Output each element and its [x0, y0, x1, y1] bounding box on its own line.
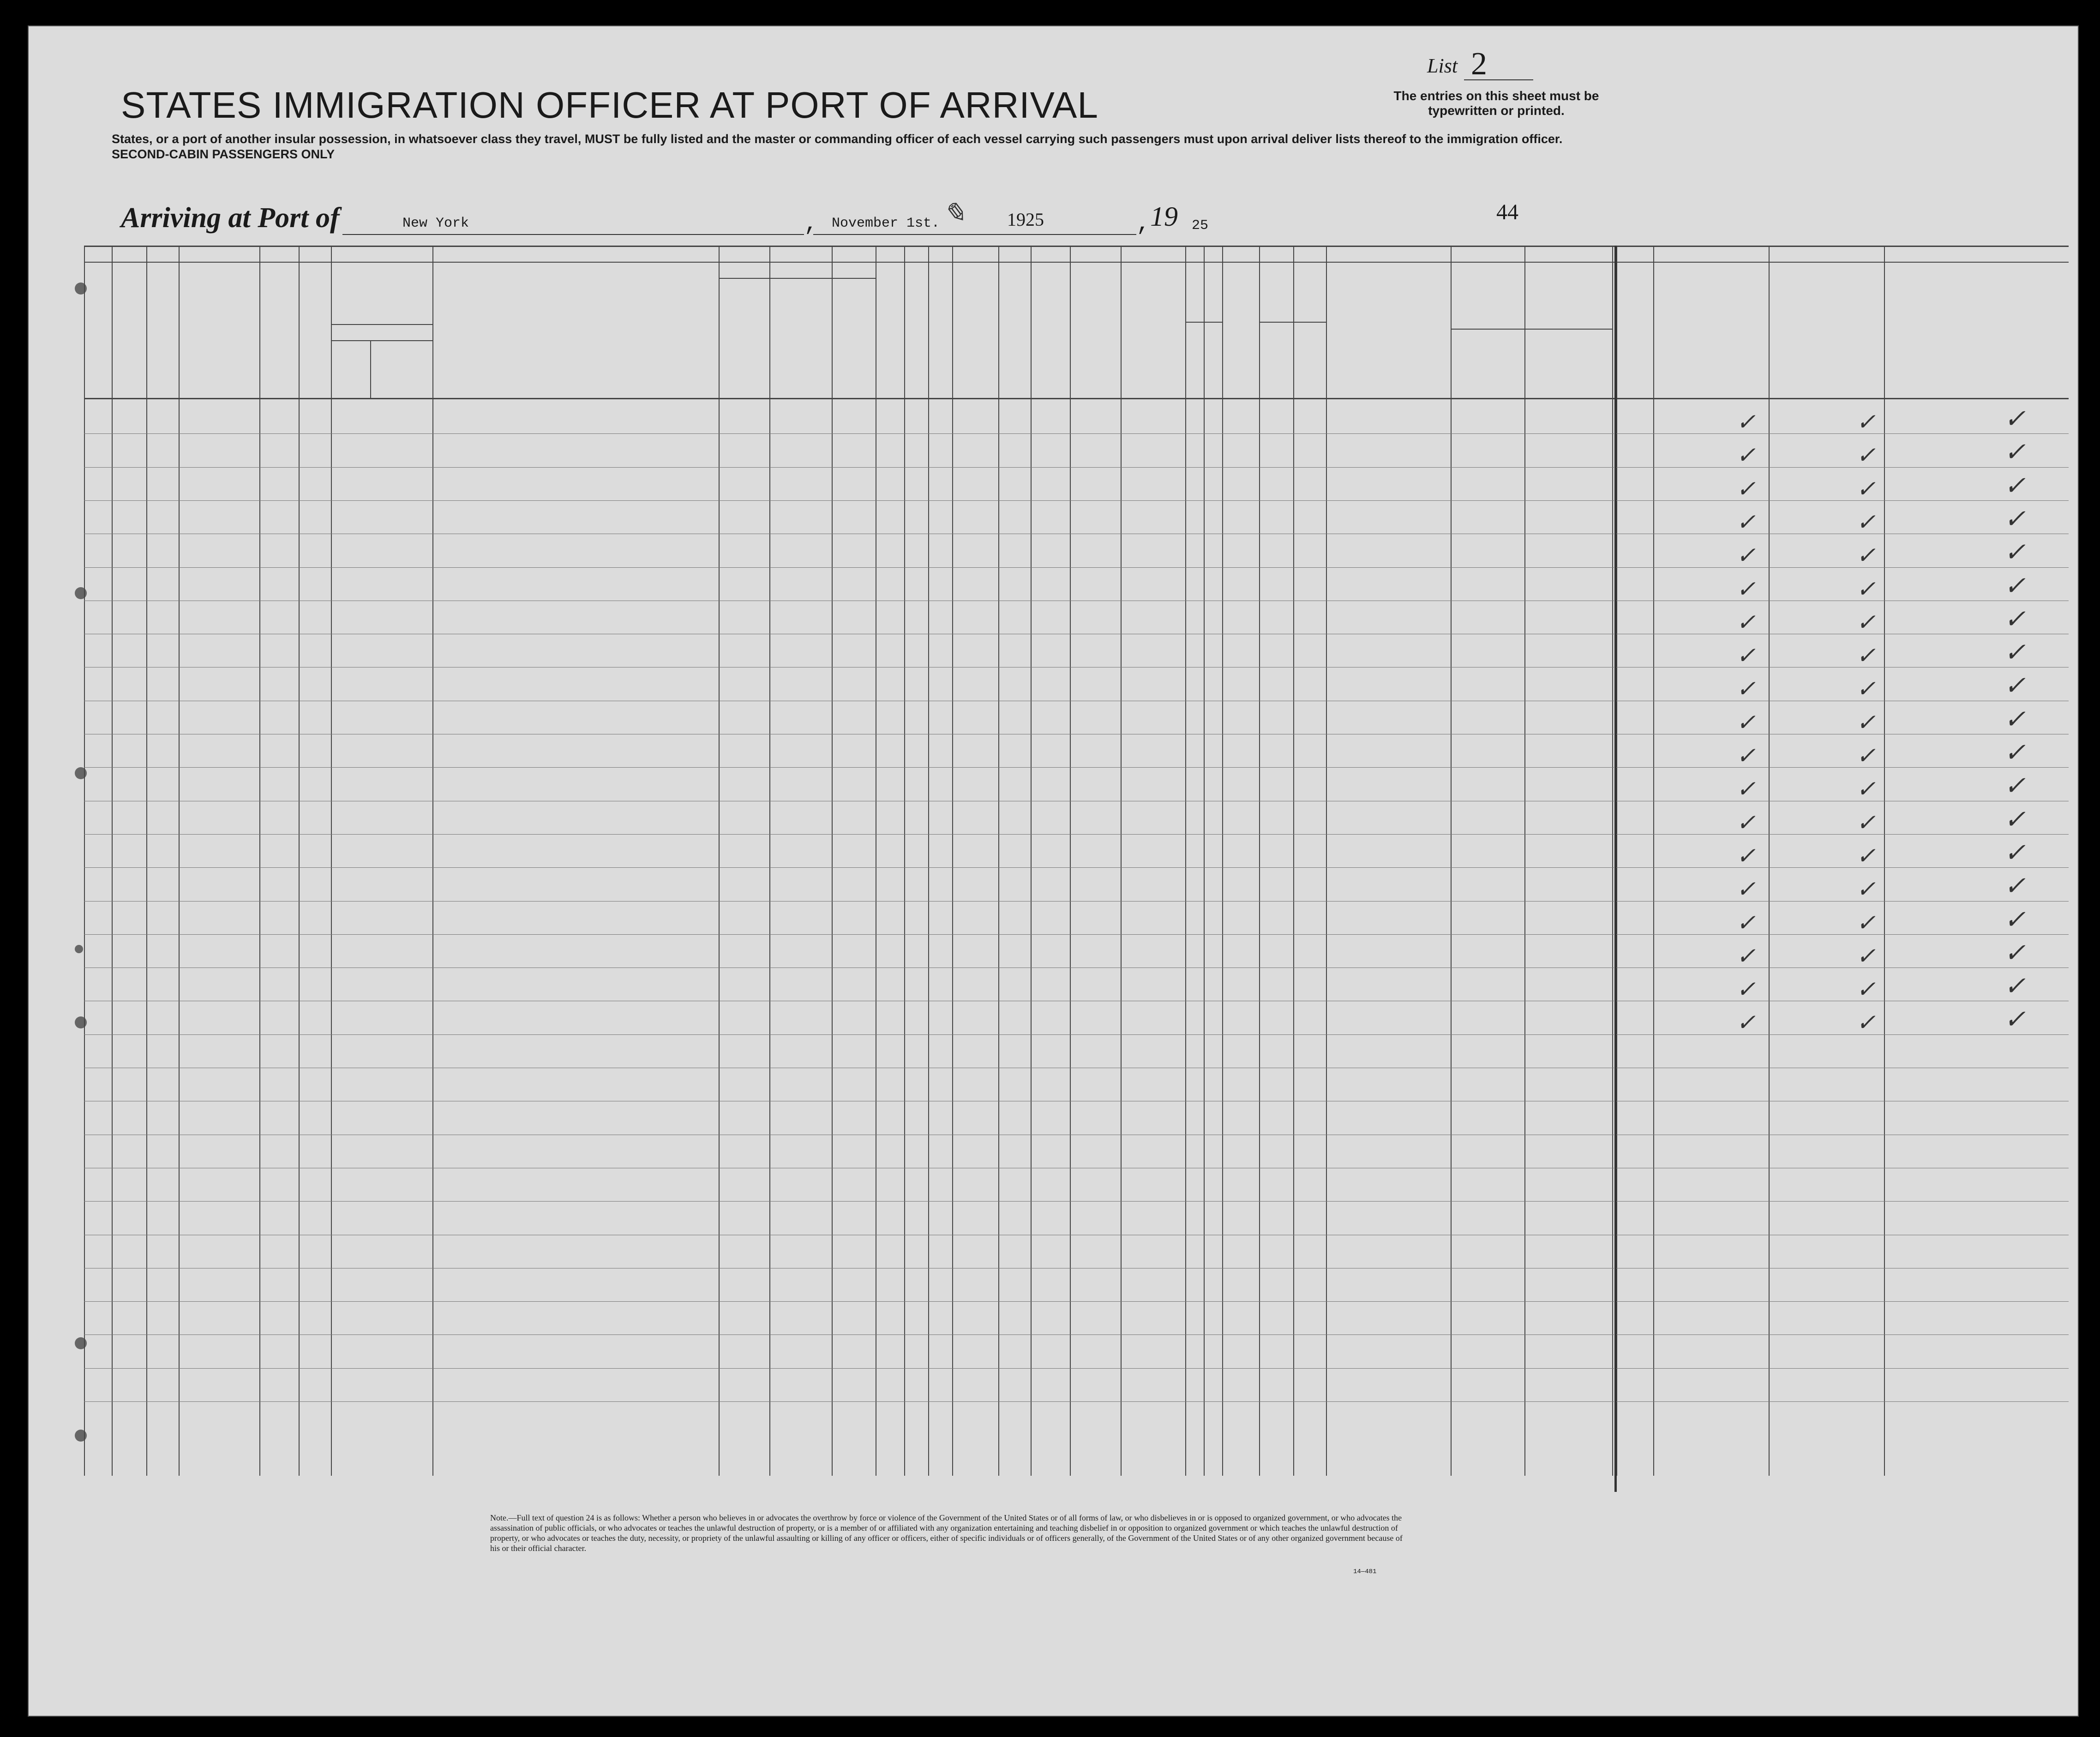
row-rule: [84, 1034, 1614, 1035]
check-mark-icon: ✓: [1736, 1010, 1756, 1036]
grid-vline: [1451, 246, 1452, 1476]
date-scribble: ✎: [942, 198, 966, 228]
row-rule: [84, 433, 1614, 434]
rule-color: [1259, 322, 1326, 323]
check-mark-icon: ✓: [1736, 776, 1756, 802]
check-mark-icon: ✓: [1856, 976, 1876, 1003]
rule-place: [1451, 329, 1612, 330]
check-mark-icon: ✓: [1736, 676, 1756, 702]
row-rule: [84, 834, 1614, 835]
row-rule: [84, 867, 1614, 868]
check-mark-icon: ✓: [2004, 505, 2026, 534]
row-rule-right: [1616, 901, 2069, 902]
grid-vline: [1293, 246, 1294, 1476]
grid-vline: [432, 246, 433, 1476]
page-title: STATES IMMIGRATION OFFICER AT PORT OF ARRIVAL: [121, 84, 1098, 126]
rule-before-us: [331, 324, 432, 325]
grid-vline: [998, 246, 999, 1476]
year-prefix: 19: [1150, 201, 1178, 232]
manifest-sheet: [28, 25, 2079, 1717]
check-mark-icon: ✓: [1856, 943, 1876, 969]
check-mark-icon: ✓: [1856, 809, 1876, 835]
check-mark-icon: ✓: [1736, 609, 1756, 635]
row-rule-right: [1616, 1034, 2069, 1035]
check-mark-icon: ✓: [1736, 475, 1756, 502]
port-value: New York: [402, 216, 469, 231]
binder-hole: [75, 282, 87, 295]
row-rule: [84, 934, 1614, 935]
rule-colnums: [84, 262, 2069, 263]
row-rule-right: [1616, 834, 2069, 835]
stamped-year: 1925: [1007, 209, 1044, 230]
footnote: Note.—Full text of question 24 is as follows: Whether a person who believes in or advocates the overthrow by force or violence of the Government of the United States or of all forms of law, or who disbelieves in or is opposed to organized government, or who advocates the assassination of public officials, or who advocates or teaches the unlawful destruction of property, or is a member of or affiliated with any organization entertaining and teaching disbelief in or opposition to organized government or which teaches the unlawful destruction of property, or who advocates or teaches the duty, necessity, or propriety of the unlawful assaulting or killing of any officer or officers, either of specific individuals or of officers generally, of the Government of the United States or of any other organized government because of his or their official character.: [490, 1513, 1403, 1553]
rule-height: [1185, 322, 1222, 323]
grid-vline: [952, 246, 953, 1476]
grid-vline: [1769, 246, 1770, 1476]
binder-hole: [75, 945, 83, 953]
row-rule-right: [1616, 767, 2069, 768]
grid-vline: [146, 246, 147, 1476]
rule-if-yes: [331, 340, 432, 341]
instructions: [112, 132, 1635, 162]
row-rule-right: [1616, 467, 2069, 468]
grid-vline: [1121, 246, 1122, 1476]
check-mark-icon: ✓: [1856, 776, 1876, 802]
entries-note: The entries on this sheet must be typewritten or printed.: [1393, 89, 1599, 118]
list-underline: [1464, 79, 1533, 80]
check-mark-icon: ✓: [1736, 943, 1756, 969]
instructions-text: States, or a port of another insular possession, in whatsoever class they travel, MUST be fully listed and the master or commanding officer of each vessel carrying such passengers must upon arrival deliver lists thereof to the immigration officer.: [112, 132, 1563, 146]
check-mark-icon: ✓: [2004, 772, 2026, 801]
check-mark-icon: ✓: [1856, 676, 1876, 702]
check-mark-icon: ✓: [1736, 576, 1756, 602]
row-rule-right: [1616, 433, 2069, 434]
rule-year-where: [370, 340, 371, 398]
check-mark-icon: ✓: [2004, 438, 2026, 467]
check-mark-icon: ✓: [1856, 909, 1876, 936]
check-mark-icon: ✓: [1736, 542, 1756, 569]
check-mark-icon: ✓: [1736, 409, 1756, 435]
check-mark-icon: ✓: [2004, 739, 2026, 767]
check-mark-icon: ✓: [1736, 809, 1756, 835]
check-mark-icon: ✓: [2004, 571, 2026, 601]
date-value: November 1st.: [832, 216, 940, 231]
row-rule: [84, 1368, 1614, 1369]
check-mark-icon: ✓: [2004, 972, 2026, 1001]
arriving-label: Arriving at Port of: [121, 202, 340, 234]
section-divider: [1614, 246, 1617, 1492]
binder-hole: [75, 1430, 87, 1442]
row-rule: [84, 567, 1614, 568]
check-mark-icon: ✓: [1856, 1010, 1876, 1036]
row-rule: [84, 1301, 1614, 1302]
check-mark-icon: ✓: [2004, 538, 2026, 567]
check-mark-icon: ✓: [1736, 842, 1756, 869]
check-mark-icon: ✓: [1856, 842, 1876, 869]
grid-vline: [1884, 246, 1885, 1476]
rule-head-bottom: [84, 398, 2069, 399]
year-suffix: 25: [1192, 218, 1209, 234]
check-mark-icon: ✓: [2004, 905, 2026, 934]
row-rule-right: [1616, 867, 2069, 868]
grid-vline: [112, 246, 113, 1476]
check-mark-icon: ✓: [1856, 475, 1876, 502]
row-rule-right: [1616, 1368, 2069, 1369]
grid-vline: [1070, 246, 1071, 1476]
binder-hole: [75, 1016, 87, 1028]
grid-vline: [1222, 246, 1223, 1476]
check-mark-icon: ✓: [1736, 876, 1756, 902]
check-mark-icon: ✓: [1736, 909, 1756, 936]
rule-top-right: [1616, 246, 2069, 247]
row-rule: [84, 767, 1614, 768]
grid-vline: [769, 246, 770, 1476]
check-mark-icon: ✓: [2004, 471, 2026, 500]
check-mark-icon: ✓: [2004, 872, 2026, 901]
binder-hole: [75, 587, 87, 599]
check-mark-icon: ✓: [2004, 672, 2026, 701]
class-label: SECOND-CABIN PASSENGERS ONLY: [112, 147, 335, 161]
check-mark-icon: ✓: [1856, 609, 1876, 635]
list-label: List: [1427, 54, 1458, 77]
grid-vline: [1259, 246, 1260, 1476]
check-mark-icon: ✓: [1856, 643, 1876, 669]
form-code: 14—481: [1353, 1568, 1377, 1575]
rule-purpose: [719, 278, 876, 279]
grid-vline: [719, 246, 720, 1476]
row-rule: [84, 1334, 1614, 1335]
date-underline: [813, 234, 1136, 235]
check-mark-icon: ✓: [1736, 643, 1756, 669]
check-mark-icon: ✓: [2004, 638, 2026, 667]
comma-1: ,: [804, 211, 818, 237]
check-mark-icon: ✓: [1856, 442, 1876, 469]
binder-hole: [75, 767, 87, 779]
grid-vline: [928, 246, 929, 1476]
row-rule-right: [1616, 934, 2069, 935]
row-rule-right: [1616, 1201, 2069, 1202]
check-mark-icon: ✓: [2004, 705, 2026, 734]
rule-top: [84, 246, 1644, 247]
grid-vline: [1653, 246, 1654, 1476]
grid-vline: [1524, 246, 1525, 1476]
row-rule-right: [1616, 500, 2069, 501]
check-mark-icon: ✓: [2004, 805, 2026, 834]
check-mark-icon: ✓: [2004, 838, 2026, 867]
check-mark-icon: ✓: [1736, 442, 1756, 469]
check-mark-icon: ✓: [1856, 709, 1876, 735]
grid-vline: [1326, 246, 1327, 1476]
row-rule-right: [1616, 1334, 2069, 1335]
check-mark-icon: ✓: [2004, 405, 2026, 433]
check-mark-icon: ✓: [2004, 1005, 2026, 1034]
grid-vline: [904, 246, 905, 1476]
grid-vline: [1185, 246, 1186, 1476]
grid-vline: [331, 246, 332, 1476]
grid-vline: [832, 246, 833, 1476]
grid-vline: [1031, 246, 1032, 1476]
port-underline: [342, 234, 804, 235]
grid-vline: [1204, 246, 1205, 1476]
check-mark-icon: ✓: [1736, 976, 1756, 1003]
comma-2: ,: [1136, 211, 1151, 237]
grid-vline: [1612, 246, 1613, 1476]
grid-vline: [259, 246, 260, 1476]
check-mark-icon: ✓: [1736, 743, 1756, 769]
check-mark-icon: ✓: [1856, 509, 1876, 535]
list-number: 2: [1471, 46, 1487, 82]
row-rule: [84, 1401, 1614, 1402]
check-mark-icon: ✓: [1856, 876, 1876, 902]
binder-hole: [75, 1337, 87, 1349]
check-mark-icon: ✓: [1856, 542, 1876, 569]
grid-vline: [179, 246, 180, 1476]
row-rule: [84, 467, 1614, 468]
check-mark-icon: ✓: [2004, 938, 2026, 968]
row-rule-right: [1616, 1301, 2069, 1302]
check-mark-icon: ✓: [1736, 709, 1756, 735]
page-number: 44: [1496, 200, 1518, 224]
grid-vline: [84, 246, 85, 1476]
row-rule: [84, 500, 1614, 501]
row-rule-right: [1616, 1401, 2069, 1402]
check-mark-icon: ✓: [1856, 743, 1876, 769]
row-rule: [84, 901, 1614, 902]
row-rule: [84, 1201, 1614, 1202]
row-rule-right: [1616, 567, 2069, 568]
check-mark-icon: ✓: [1856, 576, 1876, 602]
grid-vline: [299, 246, 300, 1476]
check-mark-icon: ✓: [2004, 605, 2026, 634]
check-mark-icon: ✓: [1736, 509, 1756, 535]
check-mark-icon: ✓: [1856, 409, 1876, 435]
